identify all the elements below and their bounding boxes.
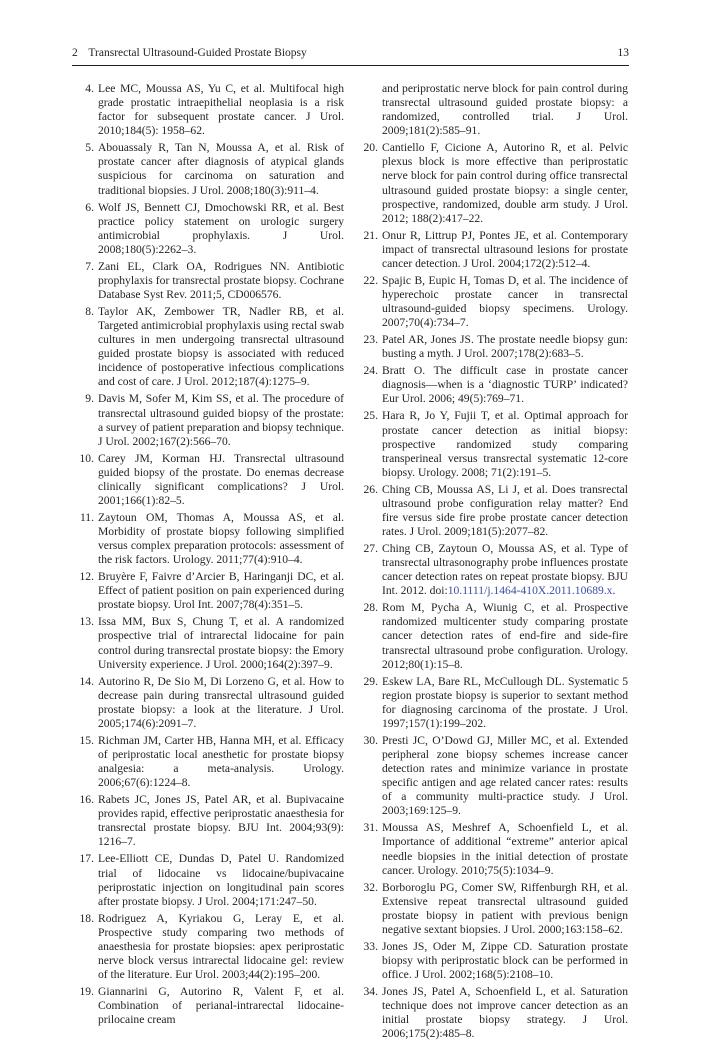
doi-link[interactable]: 10.1111/j.1464-410X.2011.10689.x <box>447 584 613 598</box>
reference-number: 10. <box>79 451 94 465</box>
references-right-column <box>358 82 628 1044</box>
reference-entry <box>358 881 628 937</box>
reference-number: 8. <box>85 304 94 318</box>
reference-text: Issa MM, Bux S, Chung T, et al. A randomized prospective trial of intrarectal lidocaine for pain control during transrectal prostate biopsy: the Emory University experience. J Urol. 2000;164(2):397–9. <box>98 615 344 671</box>
reference-number: 30. <box>363 733 378 747</box>
reference-text: Lee MC, Moussa AS, Yu C, et al. Multifocal high grade prostatic intraepithelial neoplasia is a risk factor for subsequent prostate cancer. J Urol. 2010;184(5): 1958–62. <box>98 82 344 138</box>
reference-entry <box>74 511 344 567</box>
reference-entry <box>74 392 344 448</box>
reference-text: Davis M, Sofer M, Kim SS, et al. The procedure of transrectal ultrasound guided biopsy of the prostate: a survey of patient preparation and biopsy technique. J Urol. 2002;167(2):566–70. <box>98 392 344 448</box>
reference-text: Autorino R, De Sio M, Di Lorzeno G, et al. How to decrease pain during transrectal ultrasound guided prostate biopsy: a look at the literature. J Urol. 2005;174(6):2091–7. <box>98 674 344 730</box>
reference-text: Hara R, Jo Y, Fujii T, et al. Optimal approach for prostate cancer detection as initial biopsy: prospective randomized study comparing transperineal versus transrectal systematic 12-core biopsy. Urology. 2008; 71(2):191–5. <box>382 409 628 479</box>
reference-text: Jones JS, Patel A, Schoenfield L, et al. Saturation technique does not improve cancer detection as an initial prostate biopsy strategy. J Urol. 2006;175(2):485–8. <box>382 985 628 1041</box>
page-number: 13 <box>617 47 629 59</box>
reference-text: Lee-Elliott CE, Dundas D, Patel U. Randomized trial of lidocaine vs lidocaine/bupivacaine periprostatic injection on longitudinal pain scores after prostate biopsy. J Urol. 2004;171:247–50. <box>98 852 344 908</box>
reference-entry <box>358 601 628 671</box>
reference-text: Ching CB, Zaytoun O, Moussa AS, et al. Type of transrectal ultrasonography probe influences prostate cancer detection rates on repeat prostate biopsy. BJU Int. 2012. doi: <box>382 542 628 598</box>
reference-number: 33. <box>363 939 378 953</box>
reference-entry <box>74 615 344 671</box>
reference-entry <box>358 985 628 1041</box>
reference-text: Presti JC, O’Dowd GJ, Miller MC, et al. Extended peripheral zone biopsy schemes increase cancer detection rates and minimize variance in prostate specific antigen and age related cancer rates: results of a community multi-practice study. J Urol. 2003;169:125–9. <box>382 733 628 818</box>
reference-number: 34. <box>363 985 378 999</box>
chapter-number: 2 <box>72 47 78 59</box>
reference-text: Taylor AK, Zembower TR, Nadler RB, et al. Targeted antimicrobial prophylaxis using rectal swab cultures in men undergoing transrectal ultrasound guided prostate biopsy is associated with reduced incidence of postoperative infectious complications and cost of care. J Urol. 2012;187(4):1275–9. <box>98 304 344 389</box>
reference-text: Rodriguez A, Kyriakou G, Leray E, et al. Prospective study comparing two methods of anaesthesia for prostate biopsies: apex periprostatic nerve block versus intrarectal lidocaine gel: review of the literature. Eur Urol. 2003;44(2):195–200. <box>98 911 344 982</box>
reference-entry <box>74 260 344 302</box>
reference-number: 4. <box>85 82 94 95</box>
reference-entry <box>74 985 344 1027</box>
reference-text: Eskew LA, Bare RL, McCullough DL. Systematic 5 region prostate biopsy is superior to sextant method for diagnosing carcinoma of the prostate. J Urol. 1997;157(1):199–202. <box>382 674 628 730</box>
reference-text: Richman JM, Carter HB, Hanna MH, et al. Efficacy of periprostatic local anesthetic for prostate biopsy analgesia: a meta-analysis. Urology. 2006;67(6):1224–8. <box>98 733 344 790</box>
reference-number: 29. <box>363 674 378 688</box>
reference-text: Moussa AS, Meshref A, Schoenfield L, et al. Importance of additional “extreme” anterior apical needle biopsies in the initial detection of prostate cancer. Urology. 2010;75(5):1034–9. <box>382 821 628 877</box>
reference-number: 17. <box>79 852 94 866</box>
reference-text: Bratt O. The difficult case in prostate cancer diagnosis—when is a ‘diagnostic TURP’ indicated? Eur Urol. 2006; 49(5):769–71. <box>382 364 628 406</box>
reference-number: 21. <box>363 228 378 242</box>
reference-number: 14. <box>79 674 94 688</box>
reference-entry <box>74 305 344 390</box>
reference-entry <box>358 274 628 330</box>
reference-entry <box>74 793 344 849</box>
reference-number: 13. <box>79 615 94 629</box>
reference-number: 22. <box>363 273 378 287</box>
chapter-title: Transrectal Ultrasound-Guided Prostate Biopsy <box>88 47 307 59</box>
reference-entry <box>74 734 344 790</box>
reference-number: 23. <box>363 333 378 347</box>
reference-entry <box>74 852 344 908</box>
reference-entry <box>358 734 628 819</box>
reference-entry <box>358 821 628 877</box>
reference-entry <box>358 940 628 982</box>
references-right-list <box>358 141 628 1041</box>
reference-text-end: . <box>612 584 616 598</box>
reference-entry <box>74 201 344 257</box>
reference-number: 11. <box>79 510 94 524</box>
reference-entry <box>74 452 344 508</box>
reference-entry <box>358 675 628 731</box>
reference-text: Patel AR, Jones JS. The prostate needle biopsy gun: busting a myth. J Urol. 2007;178(2):683–5. <box>382 333 628 361</box>
reference-number: 18. <box>79 911 94 925</box>
reference-entry <box>358 141 628 226</box>
reference-number: 32. <box>363 880 378 894</box>
reference-number: 24. <box>363 364 378 378</box>
running-header <box>72 47 629 66</box>
reference-text: Cantiello F, Cicione A, Autorino R, et al. Pelvic plexus block is more effective than periprostatic nerve block for pain control during office transrectal ultrasound guided prostate biopsy: a single center, prospective, randomized, double arm study. J Urol. 2012; 188(2):417–22. <box>382 141 628 225</box>
reference-number: 20. <box>363 141 378 155</box>
reference-entry <box>74 82 344 138</box>
reference-number: 31. <box>363 821 378 835</box>
reference-text: Zaytoun OM, Thomas A, Moussa AS, et al. Morbidity of prostate biopsy following simplified versus complex preparation protocols: assessment of the risk factors. Urology. 2011;77(4):910–4. <box>98 510 344 567</box>
reference-number: 5. <box>85 141 94 155</box>
reference-number: 25. <box>363 409 378 423</box>
reference-entry <box>358 483 628 539</box>
references-left-column <box>74 82 344 1030</box>
reference-number: 28. <box>363 601 378 615</box>
reference-text: Wolf JS, Bennett CJ, Dmochowski RR, et al. Best practice policy statement on urologic surgery antimicrobial prophylaxis. J Urol. 2008;180(5):2262–3. <box>98 200 344 256</box>
reference-number: 27. <box>363 542 378 556</box>
reference-number: 7. <box>85 259 94 273</box>
reference-number: 15. <box>79 733 94 747</box>
reference-text: Rom M, Pycha A, Wiunig C, et al. Prospective randomized multicenter study comparing prostate cancer detection rates of end-fire and side-fire transrectal ultrasound probe configuration. Urology. 2012;80(1):15–8. <box>382 601 628 671</box>
reference-text: Spajic B, Eupic H, Tomas D, et al. The incidence of hyperechoic prostate cancer in transrectal ultrasound-guided biopsy specimens. Urology. 2007;70(4):734–7. <box>382 273 628 330</box>
reference-text: Giannarini G, Autorino R, Valent F, et al. Combination of perianal-intrarectal lidocaine-prilocaine cream <box>98 985 344 1027</box>
reference-entry <box>358 542 628 598</box>
chapter-heading <box>72 47 307 59</box>
reference-continuation: and periprostatic nerve block for pain control during transrectal ultrasound guided prostate biopsy: a randomized, controlled trial. J Urol. 2009;181(2):585–91. <box>382 82 628 138</box>
reference-text: Borboroglu PG, Comer SW, Riffenburgh RH, et al. Extensive repeat transrectal ultrasound guided prostate biopsy in patient with previous benign negative sextant biopsies. J Urol. 2000;163:158–62. <box>382 880 628 936</box>
reference-text: Rabets JC, Jones JS, Patel AR, et al. Bupivacaine provides rapid, effective periprostatic anaesthesia for transrectal prostate biopsy. BJU Int. 2004;93(9): 1216–7. <box>98 793 344 849</box>
reference-text: Onur R, Littrup PJ, Pontes JE, et al. Contemporary impact of transrectal ultrasound lesions for prostate cancer detection. J Urol. 2004;172(2):512–4. <box>382 228 628 270</box>
reference-entry <box>358 229 628 271</box>
reference-entry <box>74 570 344 612</box>
reference-entry <box>358 333 628 361</box>
reference-text: Ching CB, Moussa AS, Li J, et al. Does transrectal ultrasound probe configuration relay matter? End fire versus side fire probe prostate cancer detection rates. J Urol. 2009;181(5):2077–82. <box>382 482 628 539</box>
reference-text: Jones JS, Oder M, Zippe CD. Saturation prostate biopsy with periprostatic block can be performed in office. J Urol. 2002;168(5):2108–10. <box>382 939 628 982</box>
reference-entry <box>74 912 344 982</box>
reference-entry <box>74 675 344 731</box>
reference-text: Bruyère F, Faivre d’Arcier B, Haringanji DC, et al. Effect of patient position on pain experienced during prostate biopsy. Urol Int. 2007;78(4):351–5. <box>98 570 344 612</box>
reference-number: 16. <box>79 793 94 807</box>
reference-number: 19. <box>79 985 94 999</box>
reference-text: Carey JM, Korman HJ. Transrectal ultrasound guided biopsy of the prostate. Do enemas decrease clinically significant complications? J Urol. 2001;166(1):82–5. <box>98 451 344 507</box>
reference-text: Zani EL, Clark OA, Rodrigues NN. Antibiotic prophylaxis for transrectal prostate biopsy. Cochrane Database Syst Rev. 2011;5, CD006576. <box>98 259 344 301</box>
reference-entry <box>74 141 344 197</box>
reference-number: 6. <box>85 200 94 214</box>
reference-number: 9. <box>85 392 94 406</box>
reference-entry <box>358 409 628 479</box>
reference-number: 12. <box>79 570 94 584</box>
reference-text: Abouassaly R, Tan N, Moussa A, et al. Risk of prostate cancer after diagnosis of atypical glands suspicious for carcinoma on saturation and traditional biopsies. J Urol. 2008;180(3):911–4. <box>98 141 344 197</box>
reference-number: 26. <box>363 482 378 496</box>
reference-entry <box>358 364 628 406</box>
